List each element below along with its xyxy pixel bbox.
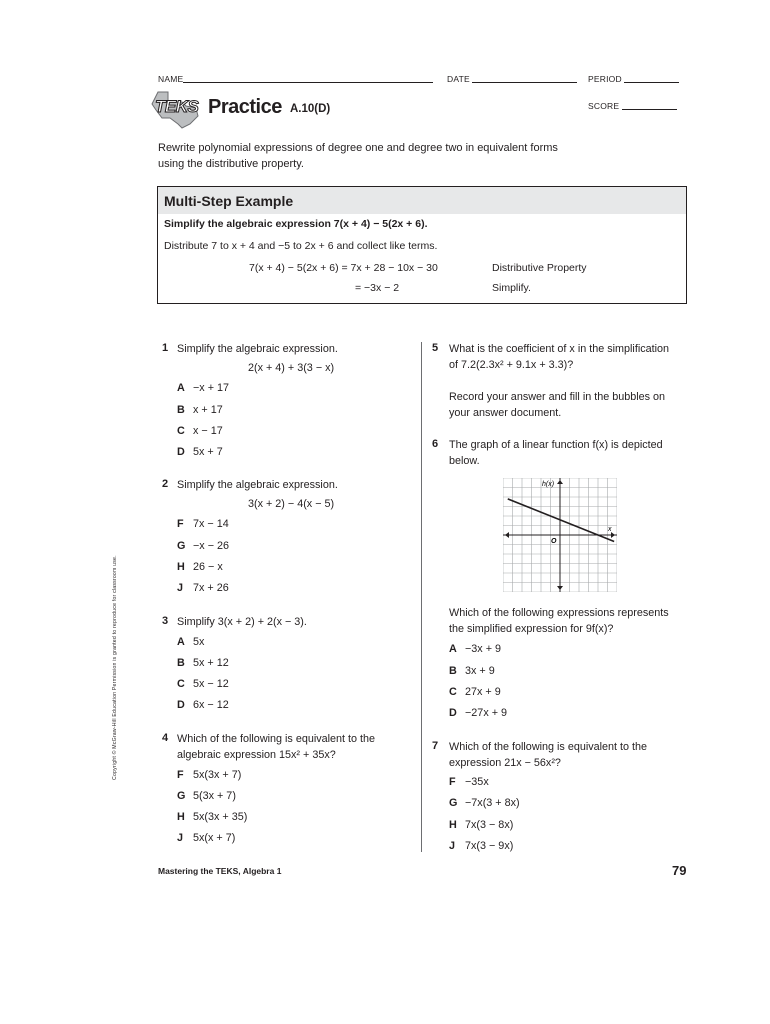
period-field[interactable]: PERIOD — [588, 74, 679, 84]
name-field[interactable]: NAME — [158, 74, 433, 84]
q7-text: Which of the following is equivalent to the expression 21x − 56x²? — [449, 741, 648, 769]
q7-option-j[interactable]: J 7x(3 − 9x) — [449, 840, 514, 852]
q6-option-a[interactable]: A −3x + 9 — [449, 643, 502, 655]
standard-tag: A.10(D) — [290, 103, 331, 115]
q3-option-d[interactable]: D 6x − 12 — [177, 699, 229, 711]
q7-option-g[interactable]: G −7x(3 + 8x) — [449, 797, 520, 809]
q1-option-a[interactable]: A −x + 17 — [177, 382, 230, 394]
linear-function-graph — [503, 478, 617, 592]
q3-option-b[interactable]: B 5x + 12 — [177, 657, 229, 669]
date-field[interactable]: DATE — [447, 74, 577, 84]
q6-option-b[interactable]: B 3x + 9 — [449, 665, 495, 677]
x-axis-arrow-left — [505, 532, 509, 538]
q3-option-a[interactable]: A 5x — [177, 636, 205, 648]
example-instruction: Distribute 7 to x + 4 and −5 to 2x + 6 and collect like terms. — [164, 240, 438, 252]
copyright-sidebar: Copyright © McGraw-Hill Education Permission is granted to reproduce for classroom use. — [112, 555, 118, 780]
question-6: 6 — [432, 438, 439, 450]
q1-option-c[interactable]: C x − 17 — [177, 425, 223, 437]
q2-expression: 3(x + 2) − 4(x − 5) — [248, 498, 335, 510]
graph-label-x: x — [608, 526, 612, 533]
q3-text: Simplify 3(x + 2) + 2(x − 3). — [177, 616, 307, 628]
page-title: Practice — [208, 96, 282, 118]
q4-option-g[interactable]: G 5(3x + 7) — [177, 790, 236, 802]
example-step2-note: Simplify. — [492, 282, 531, 294]
q5-text: What is the coefficient of x in the simplification of 7.2(2.3x² + 9.1x + 3.3)? — [449, 343, 670, 371]
graph-label-hx: h(x) — [542, 481, 555, 488]
example-step1: 7(x + 4) − 5(2x + 6) = 7x + 28 − 10x − 30 — [249, 262, 438, 274]
q4-text: Which of the following is equivalent to the algebraic expression 15x² + 35x? — [177, 733, 376, 761]
graph-label-origin: O — [551, 538, 557, 545]
score-field[interactable]: SCORE — [588, 101, 677, 111]
q7-option-h[interactable]: H 7x(3 − 8x) — [449, 819, 514, 831]
question-1: 1 — [162, 342, 169, 354]
column-divider — [421, 342, 422, 852]
question-2: 2 — [162, 478, 169, 490]
q2-option-g[interactable]: G −x − 26 — [177, 540, 230, 552]
q4-option-j[interactable]: J 5x(x + 7) — [177, 832, 236, 844]
y-axis-arrow-top — [557, 480, 563, 484]
q6-ask: Which of the following expressions represents the simplified expression for 9f(x)? — [449, 607, 669, 635]
q2-option-h[interactable]: H 26 − x — [177, 561, 223, 573]
question-4: 4 — [162, 732, 169, 744]
example-box — [157, 186, 687, 304]
example-heading: Multi-Step Example — [164, 193, 294, 209]
y-axis-arrow-bottom — [557, 586, 563, 590]
q2-text: Simplify the algebraic expression. — [177, 479, 338, 491]
question-5: 5 — [432, 342, 439, 354]
teks-logo — [148, 88, 204, 130]
q1-expression: 2(x + 4) + 3(3 − x) — [248, 362, 335, 374]
graph-svg — [503, 478, 617, 592]
footer-book-title: Mastering the TEKS, Algebra 1 — [158, 866, 282, 876]
q4-option-f[interactable]: F 5x(3x + 7) — [177, 769, 242, 781]
q7-option-f[interactable]: F −35x — [449, 776, 489, 788]
q3-option-c[interactable]: C 5x − 12 — [177, 678, 229, 690]
question-7: 7 — [432, 740, 439, 752]
question-3: 3 — [162, 615, 169, 627]
q6-option-d[interactable]: D −27x + 9 — [449, 707, 508, 719]
example-task: Simplify the algebraic expression 7(x + 4) − 5(2x + 6). — [164, 218, 428, 230]
logo-text: TEKS — [155, 97, 199, 116]
example-step2: = −3x − 2 — [355, 282, 400, 294]
q6-text: The graph of a linear function f(x) is depicted below. — [449, 439, 663, 467]
example-step1-note: Distributive Property — [492, 262, 587, 274]
q1-option-b[interactable]: B x + 17 — [177, 404, 223, 416]
q2-option-f[interactable]: F 7x − 14 — [177, 518, 229, 530]
q5-record: Record your answer and fill in the bubbles on your answer document. — [449, 391, 666, 419]
q1-text: Simplify the algebraic expression. — [177, 343, 338, 355]
q1-option-d[interactable]: D 5x + 7 — [177, 446, 223, 458]
page-number: 79 — [672, 863, 687, 878]
q4-option-h[interactable]: H 5x(3x + 35) — [177, 811, 248, 823]
q6-option-c[interactable]: C 27x + 9 — [449, 686, 501, 698]
q2-option-j[interactable]: J 7x + 26 — [177, 582, 229, 594]
intro-text: Rewrite polynomial expressions of degree one and degree two in equivalent forms using the distributive property. — [158, 142, 558, 170]
x-axis-arrow-right — [611, 532, 615, 538]
